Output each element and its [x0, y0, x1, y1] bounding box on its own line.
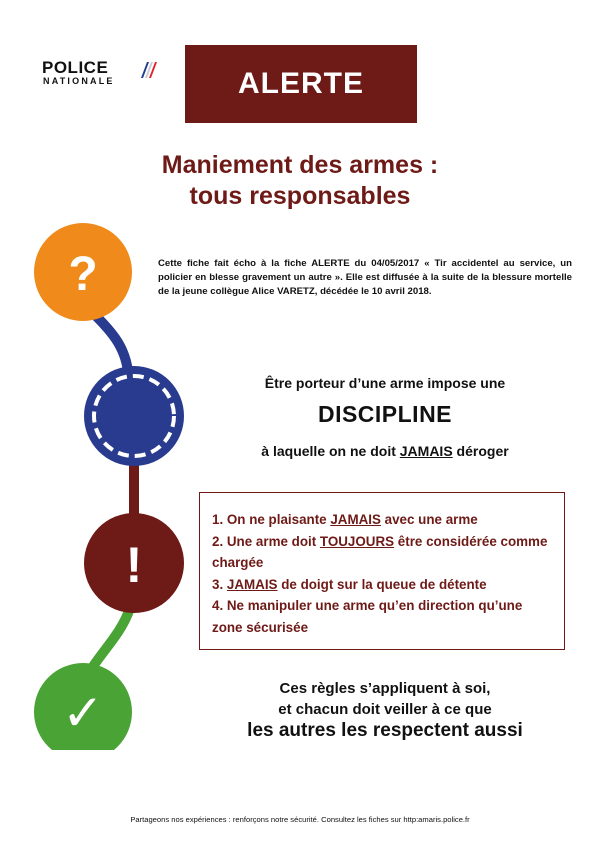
rule-emphasis: JAMAIS	[330, 512, 381, 527]
alerte-banner	[185, 45, 417, 123]
exclamation-glyph: !	[125, 537, 143, 593]
intro-paragraph: Cette fiche fait écho à la fiche ALERTE du 04/05/2017 « Tir accidentel au service, un policier en blesse gravement un autre ». Elle est diffusée à la suite de la blessure mortelle de la jeune collègue Alice VARETZ, décédée le 10 avril 2018.	[158, 258, 572, 297]
page-title	[0, 150, 600, 212]
discipline-tail-emphasis: JAMAIS	[399, 443, 453, 459]
closing-statement	[170, 678, 600, 720]
closing-emphasis: les autres les respectent aussi	[247, 720, 523, 741]
title-line-1: Maniement des armes :	[161, 151, 439, 179]
rule-text: être considérée comme chargée	[212, 533, 548, 570]
rule-item	[212, 509, 552, 531]
alerte-banner-label: ALERTE	[238, 67, 364, 100]
rule-text: de doigt sur la queue de détente	[277, 576, 487, 592]
rule-text: 1. On ne plaisante	[212, 512, 331, 527]
discipline-lead: Être porteur d’une arme impose une	[264, 375, 506, 391]
rule-item	[212, 595, 552, 638]
rule-text: avec une arme	[380, 512, 478, 527]
question-icon	[34, 223, 132, 321]
rule-text: 4. Ne manipuler une arme qu’en direction qu’une zone sécurisée	[212, 598, 523, 635]
rule-emphasis: TOUJOURS	[319, 533, 395, 549]
rule-item	[212, 531, 552, 574]
discipline-word: DISCIPLINE	[317, 401, 453, 427]
rule-text: 2. Une arme doit	[212, 533, 320, 549]
logo-police-text: POLICE	[42, 58, 109, 77]
discipline-tail	[170, 443, 600, 459]
title-line-2: tous responsables	[189, 182, 411, 210]
rules-box	[199, 492, 565, 650]
closing-line-1: Ces règles s’appliquent à soi,	[279, 680, 491, 697]
check-glyph: ✓	[62, 684, 104, 742]
closing-line-2: et chacun doit veiller à ce que	[278, 701, 492, 718]
discipline-tail-after: déroger	[452, 443, 509, 459]
police-nationale-logo	[42, 58, 162, 88]
question-glyph: ?	[68, 248, 98, 301]
discipline-tail-before: à laquelle on ne doit	[261, 443, 400, 459]
check-icon	[34, 663, 132, 750]
rule-item	[212, 574, 552, 596]
tricolor-flag-icon	[135, 60, 157, 80]
logo-nationale-text: NATIONALE	[43, 76, 115, 86]
rule-text: 3.	[212, 576, 227, 592]
rule-emphasis: JAMAIS	[226, 576, 278, 592]
footer-text: Partageons nos expériences : renforçons notre sécurité. Consultez les fiches sur http:amaris.police.fr	[130, 815, 470, 824]
exclamation-icon	[84, 513, 184, 613]
discipline-badge-icon	[84, 366, 184, 466]
